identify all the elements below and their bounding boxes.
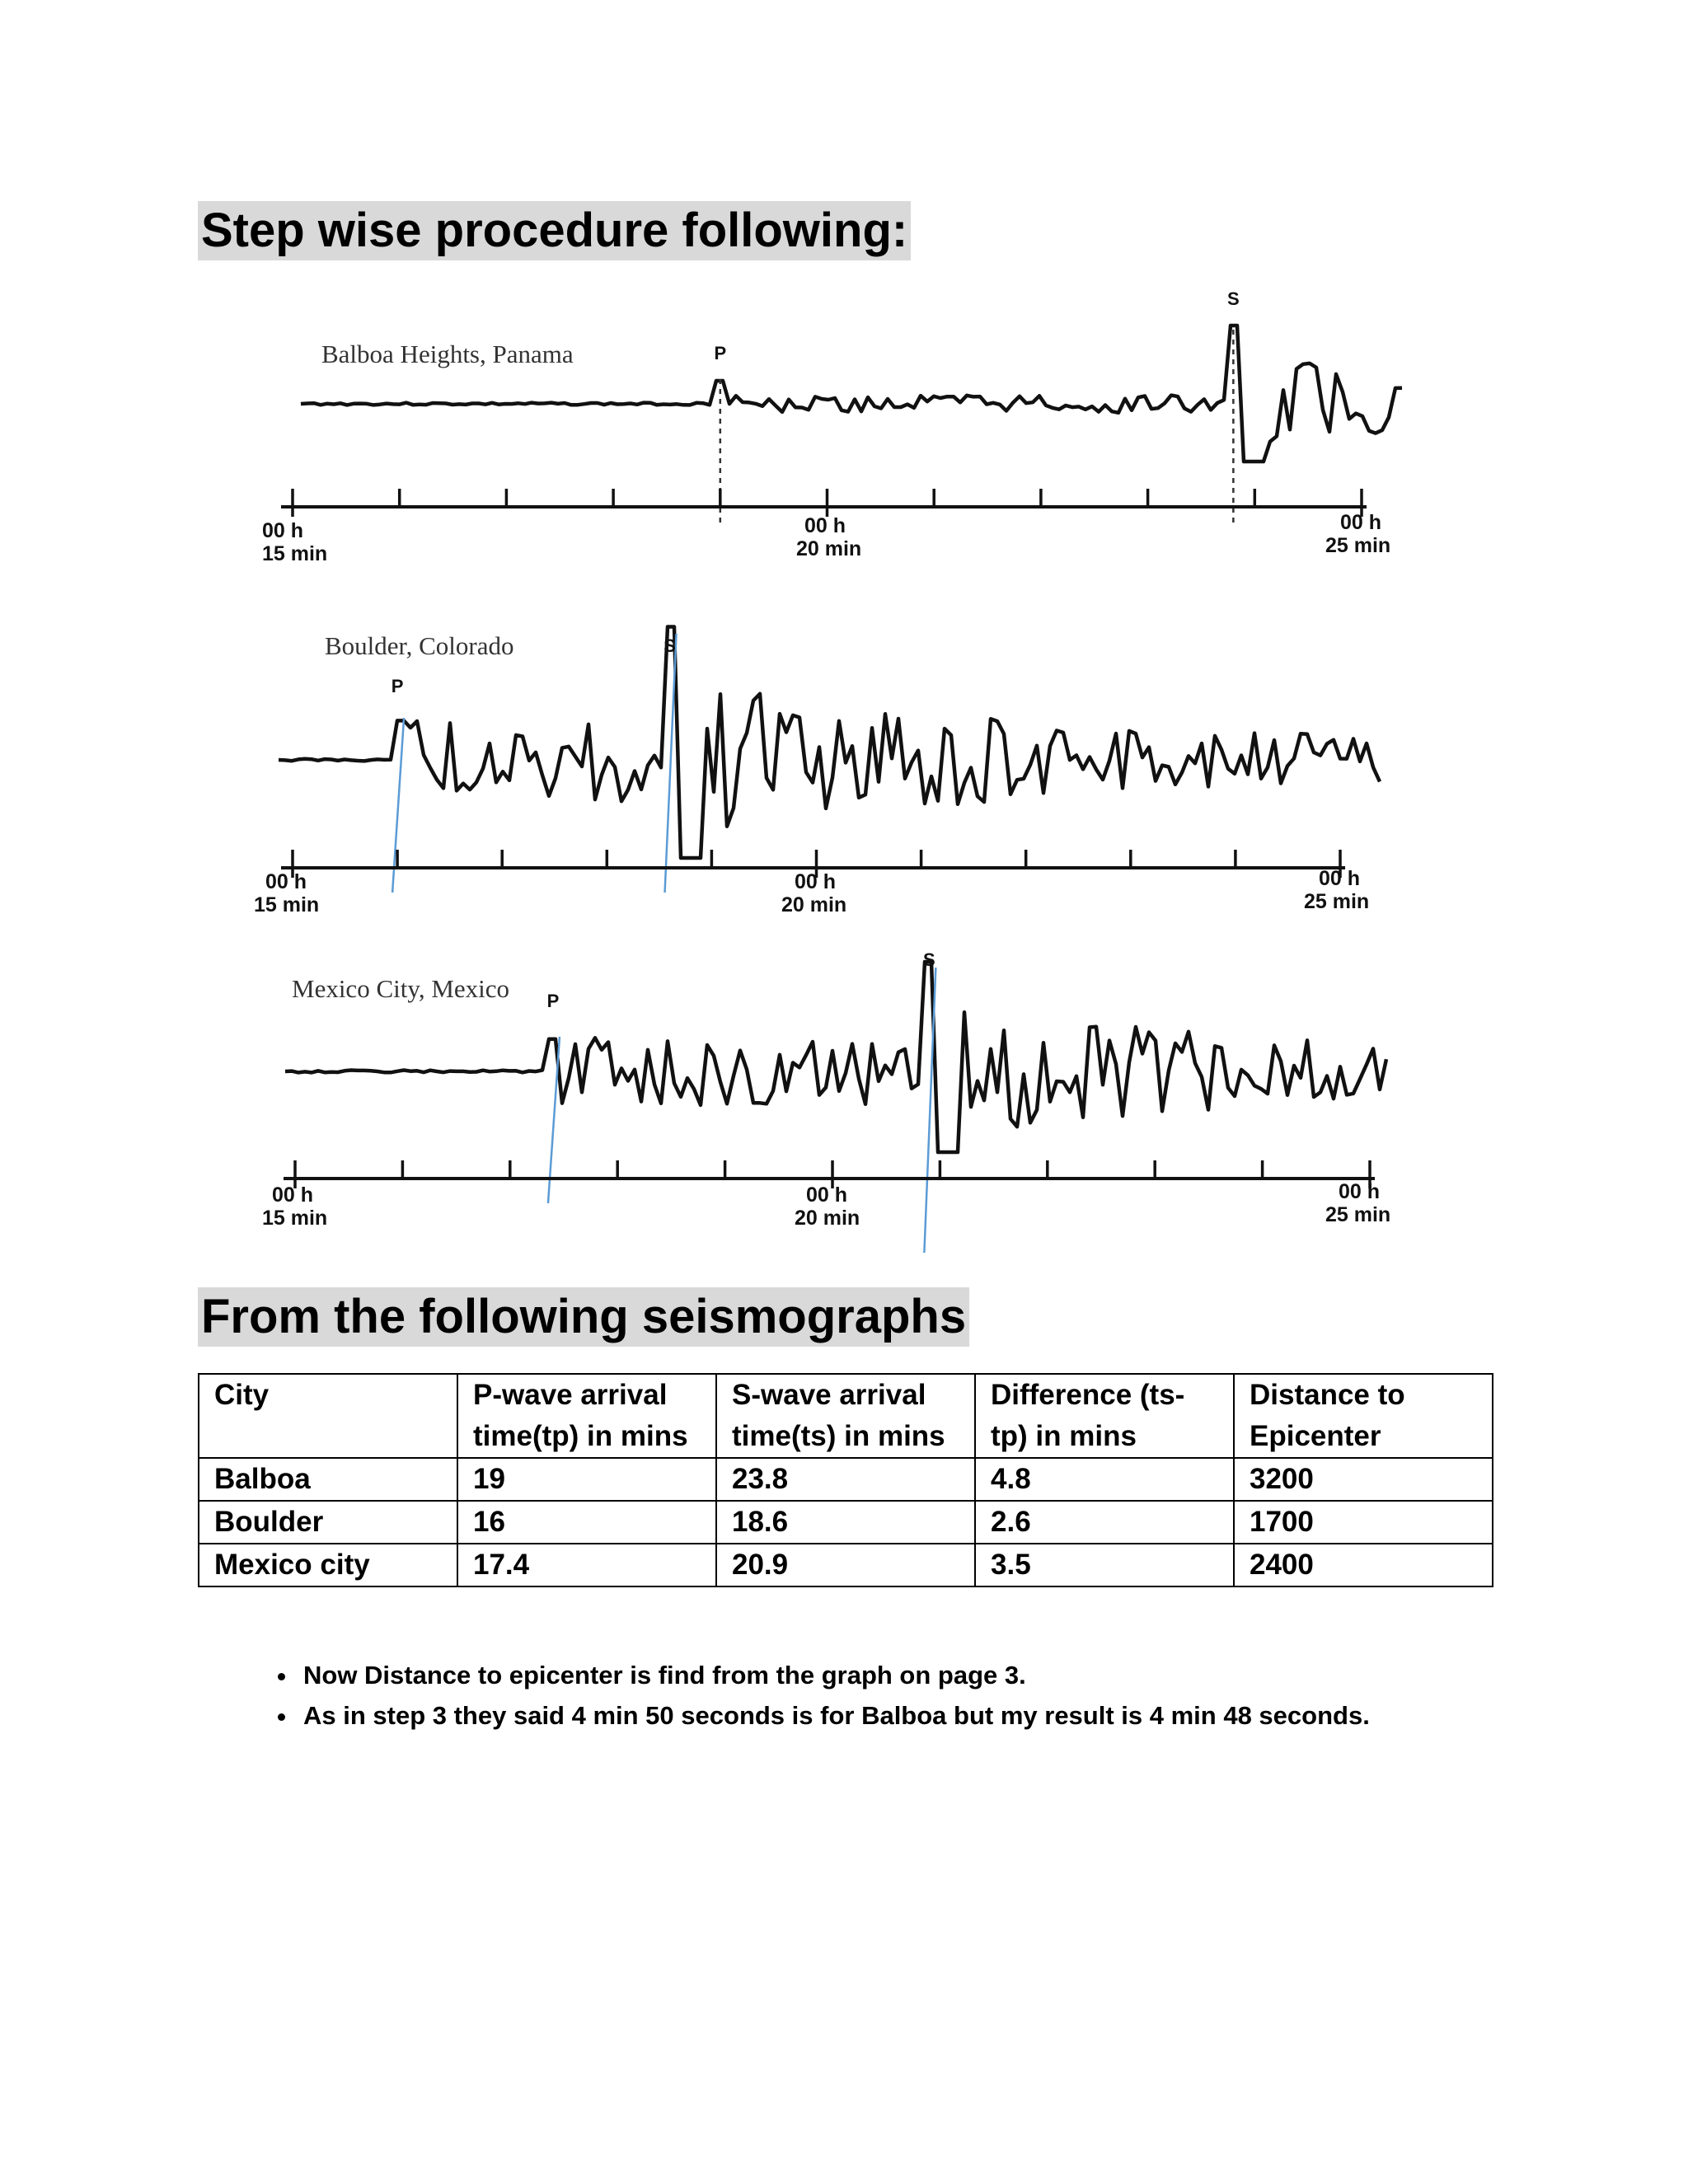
header-s-wave: S-wave arrival time(ts) in mins [716, 1374, 975, 1458]
station-label: Balboa Heights, Panama [321, 340, 574, 368]
cell-city: Balboa [199, 1458, 457, 1501]
time-axis [281, 489, 1367, 517]
cell-city: Boulder [199, 1501, 457, 1544]
s-wave-label: S [923, 949, 935, 970]
s-wave-label: S [1227, 288, 1240, 309]
header-distance: Distance to Epicenter [1234, 1374, 1493, 1458]
p-wave-label: P [391, 676, 404, 696]
note-item: • As in step 3 they said 4 min 50 seconds is for Balboa but my result is 4 min 48 seconds. [298, 1695, 1370, 1736]
axis-label-20-hour: 00 h [795, 870, 837, 893]
axis-label-25-hour: 00 h [1340, 511, 1382, 534]
cell-difference: 2.6 [975, 1501, 1234, 1544]
cell-s-wave: 23.8 [716, 1458, 975, 1501]
axis-label-25-hour: 00 h [1339, 1180, 1381, 1203]
cell-p-wave: 16 [457, 1501, 716, 1544]
station-label: Mexico City, Mexico [292, 974, 510, 1003]
table-row [199, 1544, 1493, 1586]
axis-label-20-min: 20 min [795, 1207, 860, 1230]
cell-s-wave: 18.6 [716, 1501, 975, 1544]
header-difference: Difference (ts-tp) in mins [975, 1374, 1234, 1458]
table-row [199, 1458, 1493, 1501]
axis-label-20-min: 20 min [796, 537, 862, 560]
table-row [199, 1501, 1493, 1544]
seismogram-trace [279, 627, 1380, 859]
cell-p-wave: 17.4 [457, 1544, 716, 1586]
seismograph-balboa [0, 280, 1688, 577]
cell-s-wave: 20.9 [716, 1544, 975, 1586]
axis-label-20-hour: 00 h [804, 514, 846, 537]
table-header-row [199, 1374, 1493, 1458]
seismographs-heading: From the following seismographs [198, 1287, 969, 1347]
axis-label-15-hour: 00 h [265, 870, 307, 893]
cell-difference: 4.8 [975, 1458, 1234, 1501]
cell-city: Mexico city [199, 1544, 457, 1586]
axis-label-15-hour: 00 h [272, 1183, 314, 1207]
axis-label-25-min: 25 min [1304, 890, 1370, 913]
s-wave-label: S [663, 635, 676, 656]
p-wave-label: P [546, 991, 560, 1011]
seismograph-boulder [0, 626, 1688, 931]
axis-label-25-min: 25 min [1325, 1203, 1391, 1226]
results-table [198, 1373, 1493, 1587]
notes-list [247, 1655, 1370, 1736]
station-label: Boulder, Colorado [325, 631, 514, 660]
axis-label-15-min: 15 min [254, 893, 320, 916]
axis-label-15-min: 15 min [262, 542, 328, 565]
axis-label-25-hour: 00 h [1319, 867, 1361, 890]
procedure-heading: Step wise procedure following: [198, 201, 911, 260]
cell-distance: 1700 [1234, 1501, 1493, 1544]
cell-distance: 2400 [1234, 1544, 1493, 1586]
axis-label-20-hour: 00 h [806, 1183, 848, 1207]
cell-p-wave: 19 [457, 1458, 716, 1501]
p-wave-label: P [714, 343, 727, 363]
note-item: • Now Distance to epicenter is find from the graph on page 3. [298, 1655, 1370, 1695]
axis-label-25-min: 25 min [1325, 534, 1391, 557]
axis-label-15-hour: 00 h [262, 519, 304, 542]
header-city: City [199, 1374, 457, 1458]
cell-distance: 3200 [1234, 1458, 1493, 1501]
cell-difference: 3.5 [975, 1544, 1234, 1586]
axis-label-15-min: 15 min [262, 1207, 328, 1230]
axis-label-20-min: 20 min [781, 893, 847, 916]
seismograph-mexico-city [0, 940, 1688, 1253]
header-p-wave: P-wave arrival time(tp) in mins [457, 1374, 716, 1458]
s-wave-marker [924, 968, 935, 1253]
